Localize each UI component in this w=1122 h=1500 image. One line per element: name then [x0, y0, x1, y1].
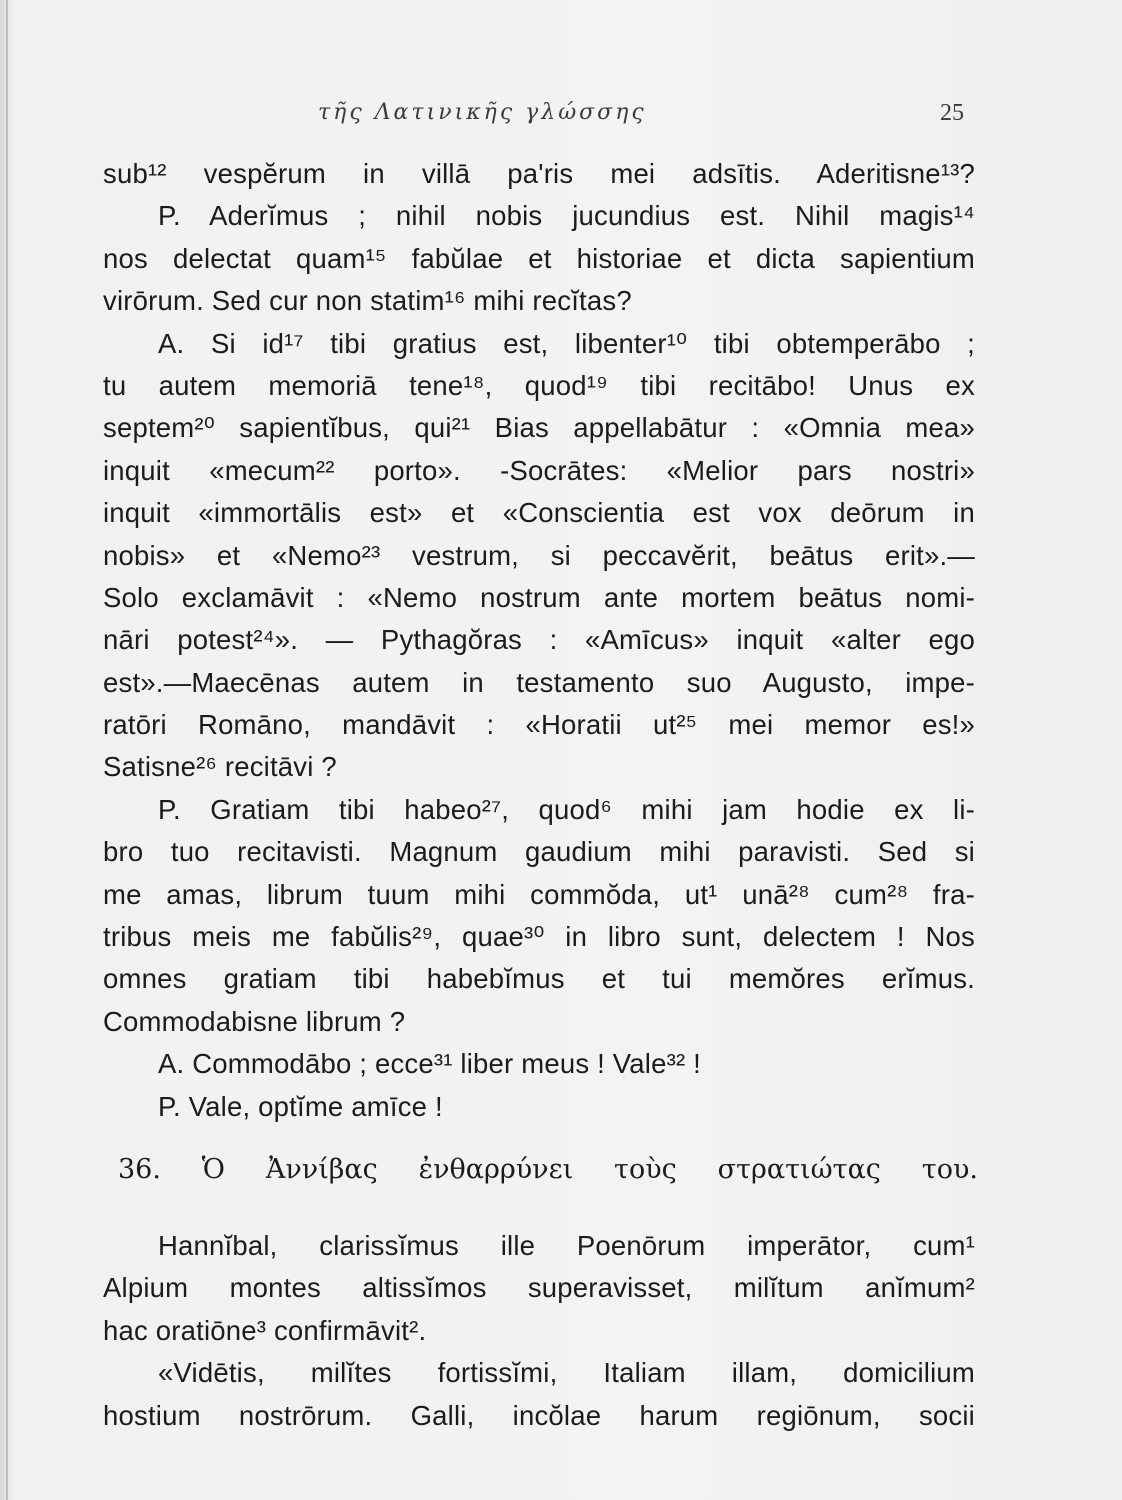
text-line: inquit «immortālis est» et «Conscientia est vox deōrum in	[103, 497, 975, 529]
running-head	[0, 100, 1122, 130]
text-line: virōrum. Sed cur non statim¹⁶ mihi recĭtas?	[103, 285, 632, 317]
text-line: Solo exclamāvit : «Nemo nostrum ante mortem beātus nomi-	[103, 581, 975, 613]
text-line: A. Commodābo ; ecce³¹ liber meus ! Vale³² !	[158, 1048, 701, 1080]
text-line: bro tuo recitavisti. Magnum gaudium mihi paravisti. Sed si	[103, 836, 975, 868]
text-line: hostium nostrōrum. Galli, incŏlae harum regiōnum, socii	[103, 1399, 975, 1431]
text-line: me amas, librum tuum mihi commŏda, ut¹ unā²⁸ cum²⁸ fra-	[103, 878, 975, 910]
running-title: τῆς Λατινικῆς γλώσσης	[318, 100, 647, 125]
text-line: nāri potest²⁴». — Pythagŏras : «Amīcus» inquit «alter ego	[103, 624, 975, 656]
text-line: «Vidētis, milĭtes fortissĭmi, Italiam illam, domicilium	[158, 1357, 975, 1389]
text-line: hac oratiōne³ confirmāvit².	[103, 1314, 427, 1346]
text-line: Alpium montes altissĭmos superavisset, milĭtum anĭmum²	[103, 1272, 975, 1304]
text-line: nos delectat quam¹⁵ fabŭlae et historiae et dicta sapientium	[103, 242, 975, 274]
text-line: P. Gratiam tibi habeo²⁷, quod⁶ mihi jam hodie ex li-	[158, 793, 975, 825]
page-number: 25	[940, 100, 964, 126]
text-line: P. Vale, optĭme amīce !	[158, 1090, 443, 1122]
text-line: est».—Maecēnas autem in testamento suo Augusto, impe-	[103, 666, 975, 698]
text-line: nobis» et «Nemo²³ vestrum, si peccavĕrit, beātus erit».—	[103, 539, 975, 571]
text-line: tribus meis me fabŭlis²⁹, quae³⁰ in libro sunt, delectem ! Nos	[103, 921, 975, 953]
text-line: sub¹² vespĕrum in villā pa'ris mei adsītis. Aderitisne¹³?	[103, 158, 975, 189]
binding-gutter	[6, 0, 8, 1500]
text-line: A. Si id¹⁷ tibi gratius est, libenter¹⁰ tibi obtemperābo ;	[158, 327, 975, 359]
text-line: ratōri Romāno, mandāvit : «Horatii ut²⁵ mei memor es!»	[103, 709, 975, 741]
text-line: tu autem memoriā tene¹⁸, quod¹⁹ tibi recitābo! Unus ex	[103, 369, 975, 401]
text-line: Commodabisne librum ?	[103, 1005, 406, 1037]
text-line: P. Aderĭmus ; nihil nobis jucundius est. Nihil magis¹⁴	[158, 200, 975, 232]
section-heading: 36. Ὁ Ἀννίβας ἐνθαρρύνει τοὺς στρατιώτας του.	[118, 1154, 978, 1185]
text-line: Satisne²⁶ recitāvi ?	[103, 751, 337, 783]
section-text	[103, 1225, 975, 1437]
text-line: Hannĭbal, clarissĭmus ille Poenōrum imperātor, cum¹	[158, 1230, 975, 1261]
text-line: septem²⁰ sapientĭbus, qui²¹ Bias appellabātur : «Omnia mea»	[103, 412, 975, 444]
text-line: omnes gratiam tibi habebĭmus et tui memŏres erĭmus.	[103, 963, 975, 995]
dialogue-text	[103, 153, 975, 1128]
text-line: inquit «mecum²² porto». -Socrātes: «Melior pars nostri»	[103, 454, 975, 486]
